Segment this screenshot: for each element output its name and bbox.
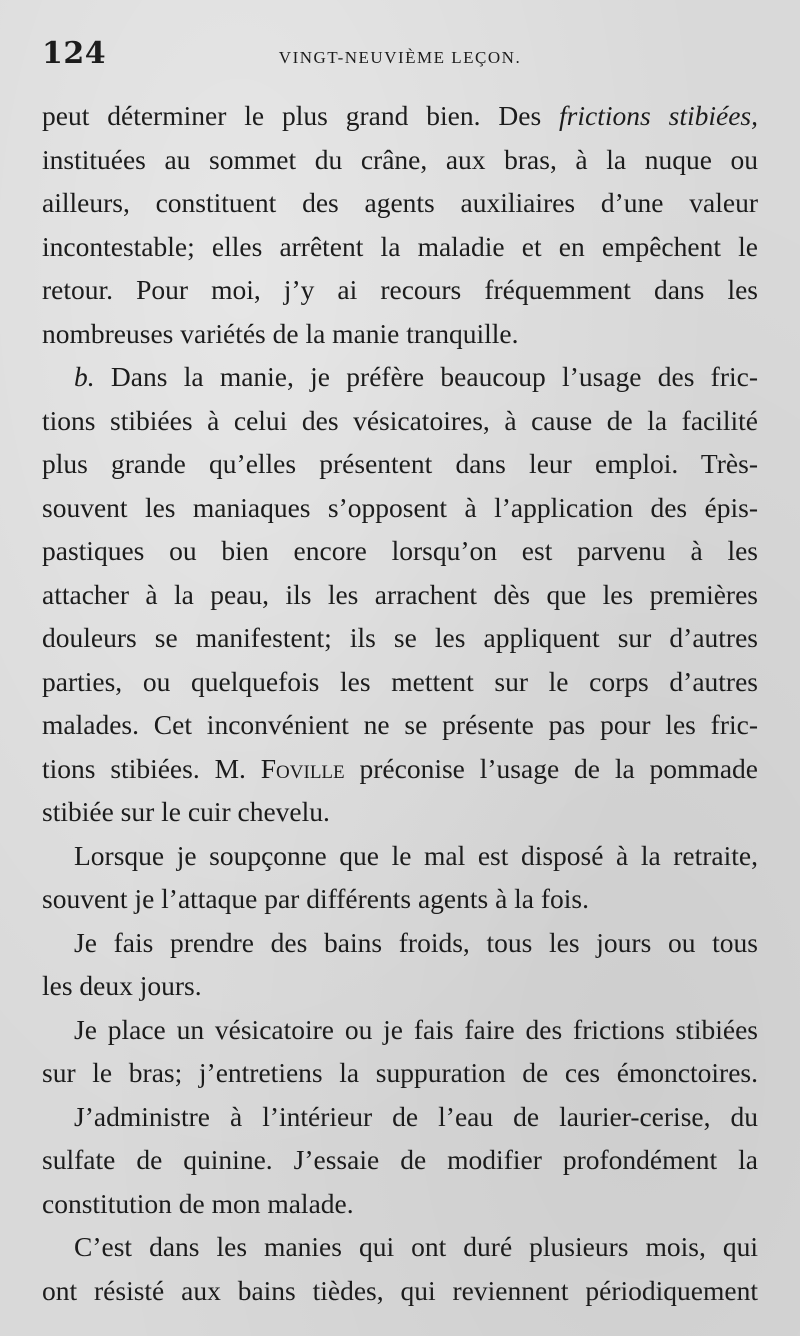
text-line xyxy=(42,1051,758,1095)
text-line xyxy=(42,225,758,269)
text-segment: attacher à la peau, ils les arrachent dès que les premières xyxy=(42,578,758,610)
body-text xyxy=(42,94,758,1312)
text-segment: les deux jours. xyxy=(42,970,202,1001)
text-line xyxy=(42,616,758,660)
text-segment: malades. Cet inconvénient ne se présente pas pour les fric- xyxy=(42,709,758,740)
text-segment: Je place un vésicatoire ou je fais faire des frictions stibiées xyxy=(74,1013,758,1045)
text-line xyxy=(42,268,758,312)
text-segment: instituées au sommet du crâne, aux bras, à la nuque ou xyxy=(42,143,758,175)
text-segment: incontestable; elles arrêtent la maladie et en empêchent le xyxy=(42,230,758,262)
text-segment: plus grande qu’elles présentent dans leur emploi. Très- xyxy=(42,448,758,479)
text-line xyxy=(42,138,758,182)
text-line xyxy=(42,399,758,443)
text-line xyxy=(42,790,758,834)
text-line xyxy=(42,747,758,791)
text-segment: constitution de mon malade. xyxy=(42,1187,354,1219)
text-line xyxy=(42,529,758,573)
text-segment: nombreuses variétés de la manie tranquille. xyxy=(42,317,519,349)
text-segment: ailleurs, constituent des agents auxiliaires d’une valeur xyxy=(42,187,758,218)
text-segment: souvent les maniaques s’opposent à l’application des épis- xyxy=(42,491,758,523)
text-segment: sur le bras; j’entretiens la suppuration de ces émonctoires. xyxy=(42,1057,758,1088)
text-line xyxy=(42,703,758,747)
text-line xyxy=(42,573,758,617)
text-segment: préconise l’usage de la pommade xyxy=(344,752,758,784)
text-segment: Dans la manie, je préfère beaucoup l’usage des fric- xyxy=(94,361,758,392)
text-line xyxy=(42,486,758,530)
text-segment: peut déterminer le plus grand bien. Des xyxy=(42,100,560,131)
italic-segment: b. xyxy=(74,361,95,392)
text-line xyxy=(42,1138,758,1182)
text-segment: douleurs se manifestent; ils se les appliquent sur d’autres xyxy=(42,622,758,653)
text-line xyxy=(42,964,758,1008)
text-segment: Lorsque je soupçonne que le mal est disposé à la retraite, xyxy=(74,839,758,871)
text-segment: parties, ou quelquefois les mettent sur le corps d’autres xyxy=(42,665,758,697)
text-segment: J’administre à l’intérieur de l’eau de laurier-cerise, du xyxy=(74,1100,758,1132)
text-line xyxy=(42,1008,758,1052)
text-line xyxy=(42,181,758,225)
text-line xyxy=(42,877,758,921)
text-line xyxy=(42,94,758,138)
text-line xyxy=(42,834,758,878)
running-head xyxy=(42,36,758,76)
text-segment: pastiques ou bien encore lorsqu’on est parvenu à les xyxy=(42,535,758,566)
text-segment: souvent je l’attaque par différents agents à la fois. xyxy=(42,883,590,914)
chapter-title: VINGT-NEUVIÈME LEÇON. xyxy=(278,48,522,67)
text-segment: ont résisté aux bains tièdes, qui reviennent périodiquement xyxy=(42,1274,758,1306)
text-segment: retour. Pour moi, j’y ai recours fréquemment dans les xyxy=(42,274,758,305)
text-line xyxy=(42,1182,758,1226)
text-segment: sulfate de quinine. J’essaie de modifier profondément la xyxy=(42,1144,758,1175)
text-line xyxy=(42,1095,758,1139)
text-line xyxy=(42,355,758,399)
text-segment: Je fais prendre des bains froids, tous les jours ou tous xyxy=(74,926,758,958)
text-segment: tions stibiées à celui des vésicatoires, à cause de la facilité xyxy=(42,404,758,436)
author-name: Foville xyxy=(260,752,345,784)
text-line xyxy=(42,1225,758,1269)
text-segment: tions stibiées. M. xyxy=(42,752,261,784)
page-number: 124 xyxy=(42,36,107,71)
text-segment: stibiée sur le cuir chevelu. xyxy=(42,796,330,827)
text-segment: C’est dans les manies qui ont duré plusieurs mois, qui xyxy=(74,1231,758,1262)
text-line xyxy=(42,921,758,965)
text-line xyxy=(42,660,758,704)
text-line xyxy=(42,1269,758,1313)
italic-segment: frictions stibiées, xyxy=(559,100,758,131)
text-line xyxy=(42,442,758,486)
text-line xyxy=(42,312,758,356)
